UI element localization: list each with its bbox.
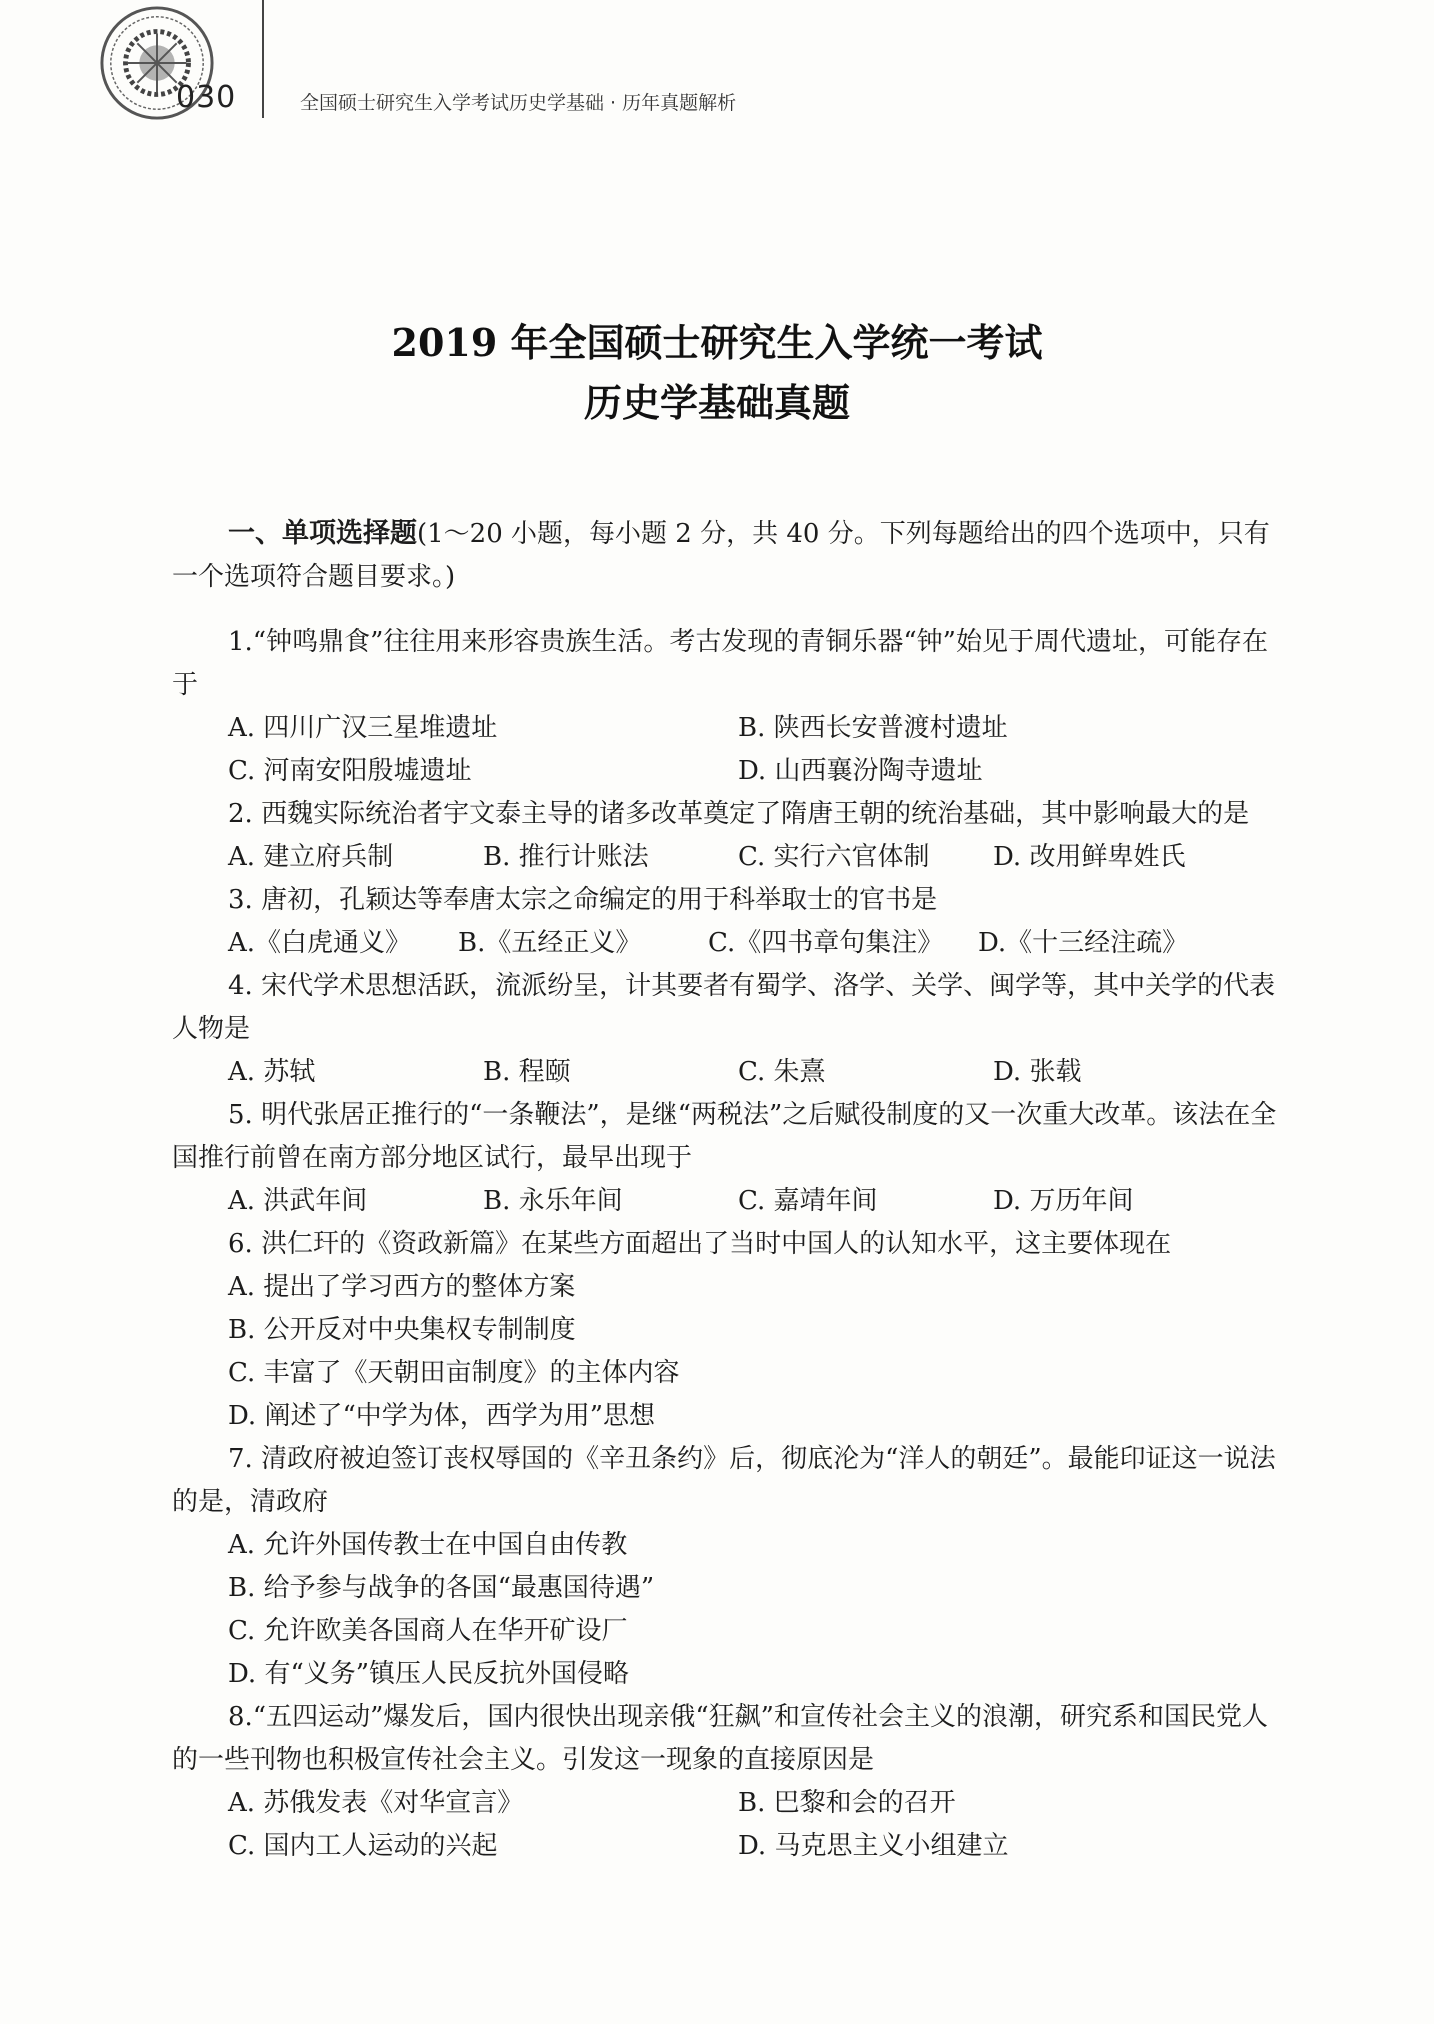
option-c: C.《四书章句集注》 <box>708 928 944 958</box>
option-c: C. 丰富了《天朝田亩制度》的主体内容 <box>228 1358 680 1388</box>
option-a: A.《白虎通义》 <box>228 928 412 958</box>
option-b: B. 给予参与战争的各国“最惠国待遇” <box>228 1573 655 1603</box>
option-b: B.《五经正义》 <box>458 928 642 958</box>
question-stem: 4. 宋代学术思想活跃，流派纷呈，计其要者有蜀学、洛学、关学、闽学等，其中关学的代表人物是 <box>172 971 1276 1044</box>
option-b: B. 巴黎和会的召开 <box>738 1788 956 1818</box>
option-a: A. 洪武年间 <box>228 1186 368 1216</box>
section-instructions: (1～20 小题，每小题 2 分，共 40 分。下列每题给出的四个选项中，只有一个选项符合题目要求。) <box>172 519 1270 592</box>
option-a: A. 建立府兵制 <box>228 842 394 872</box>
option-a: A. 提出了学习西方的整体方案 <box>228 1272 576 1302</box>
option-b: B. 永乐年间 <box>483 1186 623 1216</box>
option-b: B. 公开反对中央集权专制制度 <box>228 1315 576 1345</box>
section-intro <box>172 512 1290 599</box>
option-c: C. 朱熹 <box>738 1057 826 1087</box>
option-d: D. 马克思主义小组建立 <box>738 1831 1009 1861</box>
question-stem: 2. 西魏实际统治者宇文泰主导的诸多改革奠定了隋唐王朝的统治基础，其中影响最大的是 <box>228 799 1250 829</box>
option-row <box>172 750 1290 793</box>
option-row <box>172 836 1290 879</box>
option-d: D. 万历年间 <box>993 1186 1134 1216</box>
option-c: C. 国内工人运动的兴起 <box>228 1831 498 1861</box>
question-stem: 1.“钟鸣鼎食”往往用来形容贵族生活。考古发现的青铜乐器“钟”始见于周代遗址，可能存在于 <box>172 627 1268 700</box>
option-d: D. 张载 <box>993 1057 1082 1087</box>
section-heading: 一、单项选择题 <box>228 518 417 549</box>
question-content <box>172 512 1290 1868</box>
option-d: D. 有“义务”镇压人民反抗外国侵略 <box>228 1659 630 1689</box>
option-c: C. 嘉靖年间 <box>738 1186 878 1216</box>
option-d: D. 改用鲜卑姓氏 <box>993 842 1186 872</box>
option-row <box>172 707 1290 750</box>
question-stem: 7. 清政府被迫签订丧权辱国的《辛丑条约》后，彻底沦为“洋人的朝廷”。最能印证这一说法的是，清政府 <box>172 1444 1276 1517</box>
option-a: A. 苏俄发表《对华宣言》 <box>228 1788 524 1818</box>
question-stem: 5. 明代张居正推行的“一条鞭法”，是继“两税法”之后赋役制度的又一次重大改革。该法在全国推行前曾在南方部分地区试行，最早出现于 <box>172 1100 1277 1173</box>
option-c: C. 实行六官体制 <box>738 842 930 872</box>
option-d: D. 山西襄汾陶寺遗址 <box>738 756 983 786</box>
option-row <box>172 922 1290 965</box>
option-d: D. 阐述了“中学为体，西学为用”思想 <box>228 1401 656 1431</box>
option-row <box>172 1051 1290 1094</box>
question-stem: 8.“五四运动”爆发后，国内很快出现亲俄“狂飙”和宣传社会主义的浪潮，研究系和国民党人的一些刊物也积极宣传社会主义。引发这一现象的直接原因是 <box>172 1702 1268 1775</box>
option-a: A. 四川广汉三星堆遗址 <box>228 713 498 743</box>
running-title: 全国硕士研究生入学考试历史学基础 · 历年真题解析 <box>300 92 737 114</box>
option-row <box>172 1782 1290 1825</box>
option-a: A. 苏轼 <box>228 1057 316 1087</box>
exam-title: 2019 年全国硕士研究生入学统一考试 <box>391 320 1043 365</box>
option-b: B. 推行计账法 <box>483 842 649 872</box>
question-stem: 6. 洪仁玕的《资政新篇》在某些方面超出了当时中国人的认知水平，这主要体现在 <box>228 1229 1172 1259</box>
exam-subtitle: 历史学基础真题 <box>583 380 850 425</box>
option-b: B. 程颐 <box>483 1057 571 1087</box>
page-number: 030 <box>176 80 237 115</box>
header-divider <box>262 0 264 118</box>
option-d: D.《十三经注疏》 <box>978 928 1189 958</box>
option-c: C. 允许欧美各国商人在华开矿设厂 <box>228 1616 628 1646</box>
question-stem: 3. 唐初，孔颖达等奉唐太宗之命编定的用于科举取士的官书是 <box>228 885 938 915</box>
option-a: A. 允许外国传教士在中国自由传教 <box>228 1530 628 1560</box>
option-c: C. 河南安阳殷墟遗址 <box>228 756 472 786</box>
option-row <box>172 1180 1290 1223</box>
option-b: B. 陕西长安普渡村遗址 <box>738 713 1008 743</box>
option-row <box>172 1825 1290 1868</box>
page-header <box>0 0 1434 140</box>
